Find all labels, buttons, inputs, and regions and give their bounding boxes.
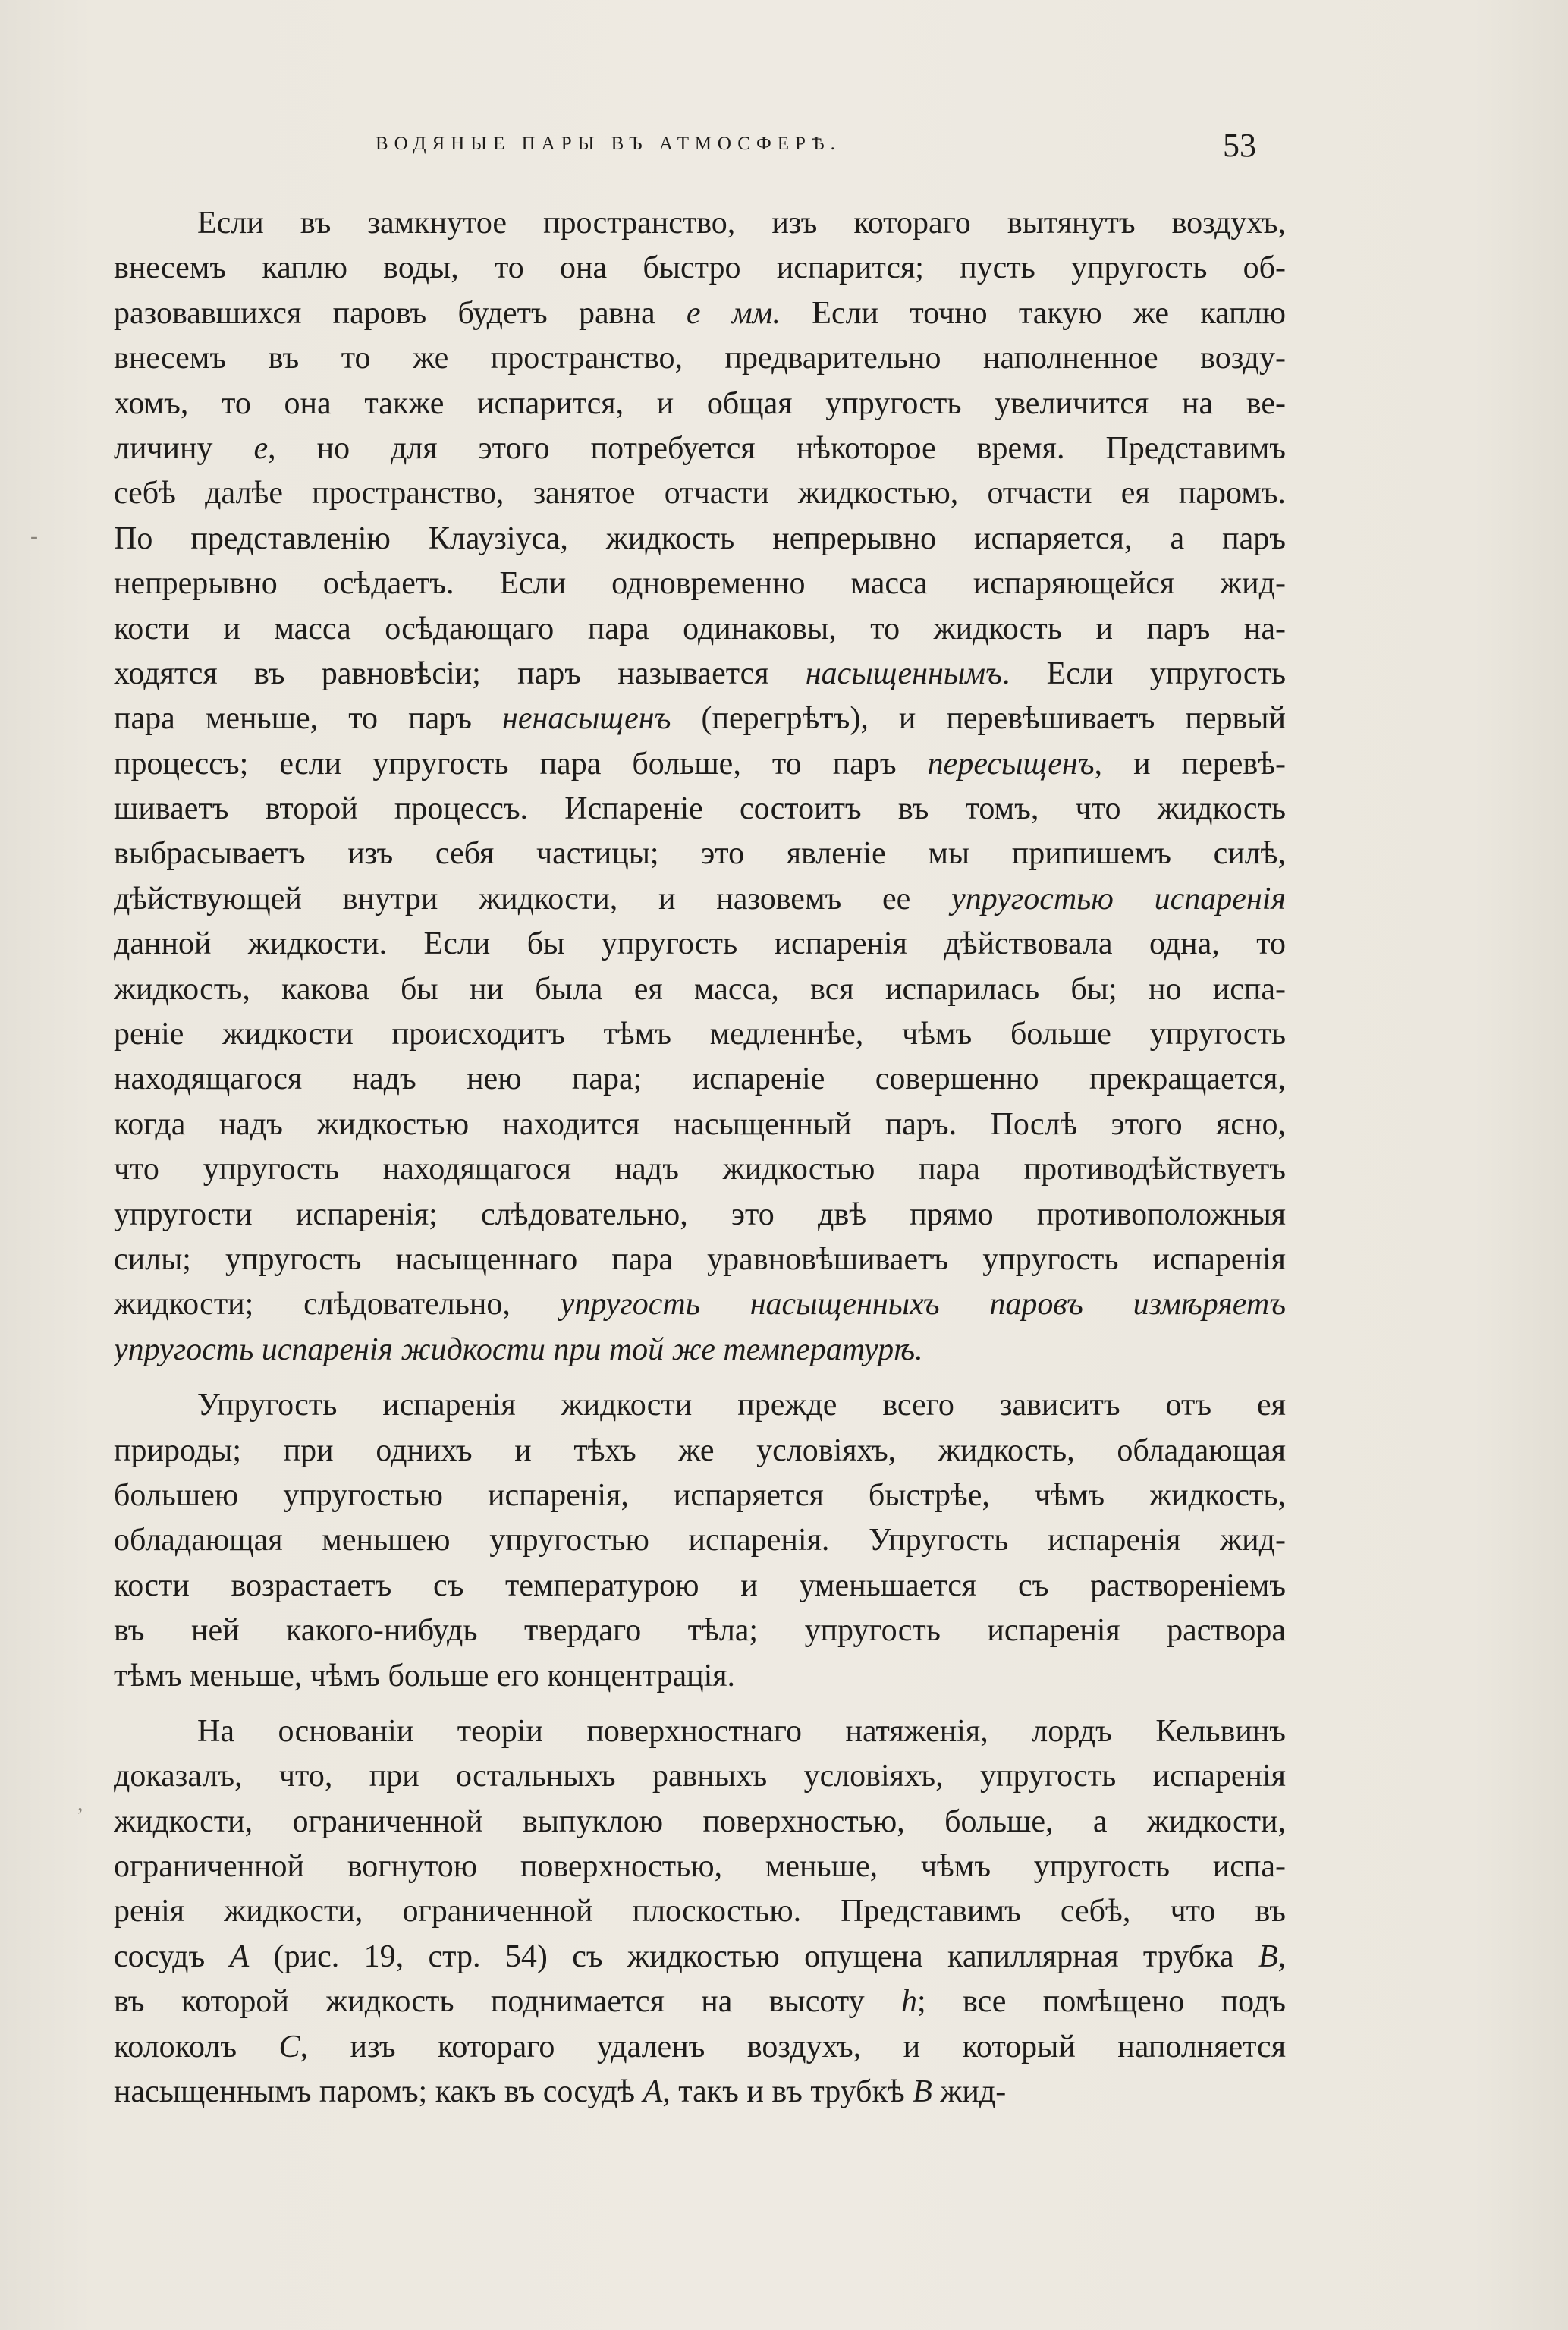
text-line [114, 2070, 1286, 2115]
text-segment: выбрасываетъ изъ себя частицы; это явленіе мы припишемъ силѣ, [114, 836, 1286, 872]
text-segment: когда надъ жидкостью находится насыщенный паръ. Послѣ этого ясно, [114, 1106, 1286, 1142]
page-number: 53 [1223, 127, 1256, 164]
text-segment: ограниченной вогнутою поверхностью, меньше, чѣмъ упругость испа- [114, 1849, 1286, 1885]
text-line [114, 1564, 1286, 1608]
text-segment: себѣ далѣе пространство, занятое отчасти жидкостью, отчасти ея паромъ. [114, 476, 1286, 511]
text-line [114, 922, 1286, 967]
text-segment: находящагося надъ нею пара; испареніе совершенно прекращается, [114, 1061, 1286, 1097]
text-line [114, 832, 1286, 876]
italic-text: e [253, 430, 269, 466]
text-line [114, 1057, 1286, 1102]
italic-text: пересыщенъ [927, 746, 1095, 781]
text-line [114, 1282, 1286, 1327]
text-segment: доказалъ, что, при остальныхъ равныхъ условіяхъ, упругость испаренія [114, 1759, 1286, 1794]
text-segment: На основаніи теоріи поверхностнаго натяженія, лордъ Кельвинъ [197, 1713, 1286, 1749]
text-line [114, 1328, 1286, 1373]
text-segment: внесемъ каплю воды, то она быстро испарится; пусть упругость об- [114, 250, 1286, 286]
text-segment: жидкость, какова бы ни была ея масса, вся испарилась бы; но испа- [114, 971, 1286, 1007]
text-segment: обладающая меньшею упругостью испаренія. Упругость испаренія жид- [114, 1523, 1286, 1558]
italic-text: упругостью испаренія [951, 881, 1286, 917]
text-segment: въ которой жидкость поднимается на высоту [114, 1984, 902, 2020]
text-segment: шиваетъ второй процессъ. Испареніе состоитъ въ томъ, что жидкость [114, 791, 1286, 827]
text-line [114, 1709, 1286, 1754]
text-line [114, 1754, 1286, 1799]
text-segment: По представленію Клаузіуса, жидкость непрерывно испаряется, а паръ [114, 520, 1286, 556]
text-segment: , и перевѣ- [1094, 746, 1286, 781]
text-line [114, 967, 1286, 1012]
text-segment: что упругость находящагося надъ жидкостью пара противодѣйствуетъ [114, 1152, 1286, 1187]
text-segment: (перегрѣтъ), и перевѣшиваетъ первый [671, 701, 1286, 737]
text-segment: . Если упругость [1001, 656, 1286, 691]
text-line [114, 1889, 1286, 1934]
text-line [114, 1193, 1286, 1237]
text-line [114, 1935, 1286, 1979]
running-title: ВОДЯНЫЕ ПАРЫ ВЪ АТМОСФЕРѢ. [376, 134, 841, 154]
text-segment: , [1277, 1939, 1286, 1974]
paragraph [114, 201, 1286, 1373]
italic-text: насыщеннымъ [805, 656, 1002, 691]
text-line [114, 2025, 1286, 2070]
text-line [114, 607, 1286, 652]
italic-text: упругость насыщенныхъ паровъ измѣряетъ [560, 1287, 1286, 1322]
text-line [114, 1608, 1286, 1653]
italic-text: A [229, 1939, 250, 1974]
italic-text: C [278, 2029, 300, 2064]
text-line [114, 426, 1286, 471]
text-line [114, 471, 1286, 516]
text-line [114, 561, 1286, 606]
italic-text: e мм. [686, 295, 781, 331]
paragraph-gap [114, 1699, 1286, 1709]
text-line [114, 1800, 1286, 1844]
text-segment: большею упругостью испаренія, испаряется быстрѣе, чѣмъ жидкость, [114, 1477, 1286, 1513]
text-segment: Упругость испаренія жидкости прежде всего зависитъ отъ ея [197, 1388, 1286, 1423]
text-segment: сосудъ [114, 1939, 230, 1974]
text-segment: данной жидкости. Если бы упругость испаренія дѣйствовала одна, то [114, 926, 1286, 962]
text-line [114, 382, 1286, 426]
text-segment: жидкости; слѣдовательно, [114, 1287, 561, 1322]
text-segment: внесемъ въ то же пространство, предварительно наполненное возду- [114, 341, 1286, 376]
margin-dash-mark: - [30, 524, 38, 549]
margin-tick-mark: , [77, 1791, 83, 1816]
text-line [114, 291, 1286, 336]
text-segment: тѣмъ меньше, чѣмъ больше его концентрація. [114, 1658, 736, 1693]
italic-text: B [913, 2074, 932, 2110]
text-line [114, 787, 1286, 832]
text-segment: кости и масса осѣдающаго пара одинаковы, то жидкость и паръ на- [114, 611, 1286, 646]
text-line [114, 1844, 1286, 1889]
text-segment: Если точно такую же каплю [780, 295, 1286, 331]
text-line [114, 696, 1286, 741]
paragraph [114, 1383, 1286, 1699]
text-line [114, 1429, 1286, 1473]
text-line [114, 1147, 1286, 1192]
italic-text: B [1258, 1939, 1278, 1974]
text-line [114, 877, 1286, 922]
text-segment: личину [114, 430, 254, 466]
paragraph-gap [114, 1373, 1286, 1383]
text-segment: кости возрастаетъ съ температурою и уменьшается съ раствореніемъ [114, 1567, 1286, 1603]
body-text [114, 201, 1286, 2115]
italic-text: упругость испаренія жидкости при той же температурѣ. [114, 1332, 923, 1367]
text-segment: упругости испаренія; слѣдовательно, это двѣ прямо противоположныя [114, 1196, 1286, 1232]
text-segment: жидкости, ограниченной выпуклою поверхностью, больше, а жидкости, [114, 1803, 1286, 1839]
text-segment: разовавшихся паровъ будетъ равна [114, 295, 687, 331]
text-line [114, 652, 1286, 696]
paragraph [114, 1709, 1286, 2115]
text-line [114, 1473, 1286, 1518]
text-segment: силы; упругость насыщеннаго пара уравновѣшиваетъ упругость испаренія [114, 1241, 1286, 1277]
text-segment: , но для этого потребуется нѣкоторое время. Представимъ [268, 430, 1286, 466]
italic-text: h [901, 1984, 918, 2020]
italic-text: ненасыщенъ [502, 701, 671, 737]
page-header [114, 127, 1256, 173]
text-line [114, 1012, 1286, 1057]
text-line [114, 1237, 1286, 1282]
text-line [114, 517, 1286, 561]
text-line [114, 1518, 1286, 1563]
text-line [114, 336, 1286, 381]
text-segment: жид- [932, 2074, 1007, 2110]
text-line [114, 742, 1286, 787]
text-line [114, 1654, 1286, 1699]
text-segment: (рис. 19, стр. 54) съ жидкостью опущена капиллярная трубка [249, 1939, 1258, 1974]
text-line [114, 201, 1286, 246]
text-segment: насыщеннымъ паромъ; какъ въ сосудѣ [114, 2074, 643, 2110]
text-segment: непрерывно осѣдаетъ. Если одновременно масса испаряющейся жид- [114, 566, 1286, 602]
text-segment: Если въ замкнутое пространство, изъ котораго вытянутъ воздухъ, [197, 206, 1286, 241]
text-segment: , такъ и въ трубкѣ [662, 2074, 913, 2110]
text-segment: пара меньше, то паръ [114, 701, 502, 737]
text-segment: процессъ; если упругость пара больше, то паръ [114, 746, 928, 781]
text-segment: природы; при однихъ и тѣхъ же условіяхъ, жидкость, обладающая [114, 1432, 1286, 1468]
text-line [114, 1979, 1286, 2024]
text-segment: реніе жидкости происходитъ тѣмъ медленнѣе, чѣмъ больше упругость [114, 1017, 1286, 1052]
text-line [114, 1102, 1286, 1147]
text-segment: ходятся въ равновѣсіи; паръ называется [114, 656, 806, 691]
text-segment: колоколъ [114, 2029, 279, 2064]
text-segment: ; все помѣщено подъ [917, 1984, 1286, 2020]
text-segment: хомъ, то она также испарится, и общая упругость увеличится на ве- [114, 385, 1286, 421]
text-segment: дѣйствующей внутри жидкости, и назовемъ ее [114, 881, 952, 917]
italic-text: A [643, 2074, 663, 2110]
text-segment: ренія жидкости, ограниченной плоскостью. Представимъ себѣ, что въ [114, 1894, 1286, 1929]
text-line [114, 246, 1286, 291]
text-segment: , изъ котораго удаленъ воздухъ, и который наполняется [300, 2029, 1286, 2064]
text-line [114, 1383, 1286, 1428]
text-segment: въ ней какого-нибудь твердаго тѣла; упругость испаренія раствора [114, 1613, 1286, 1649]
